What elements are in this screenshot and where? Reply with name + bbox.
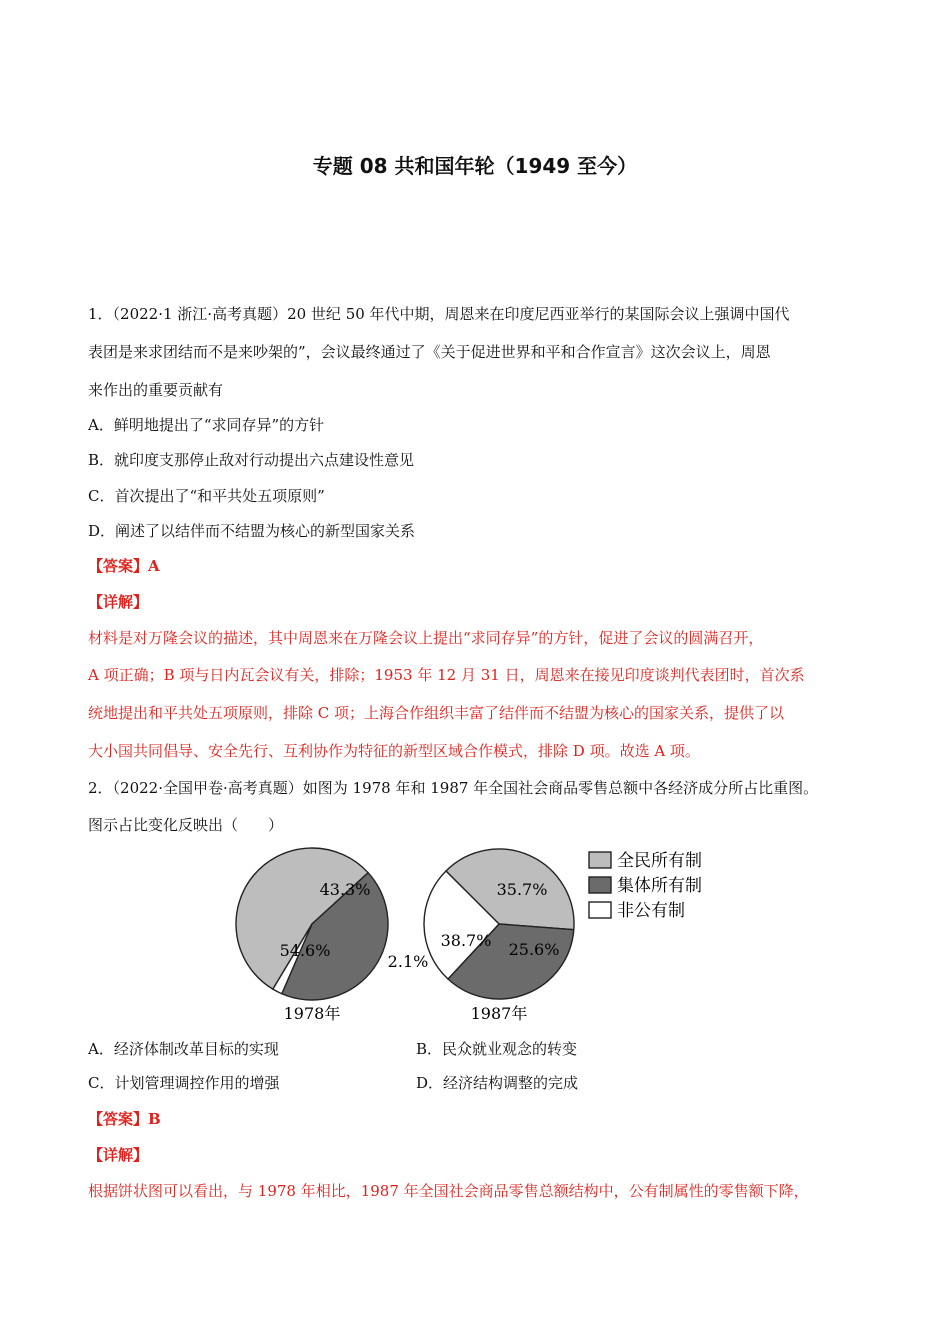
- q2-answer: 【答案】B: [88, 1110, 161, 1128]
- legend-swatch-collective: [589, 877, 611, 893]
- q1-option-d: D．阐述了以结伴而不结盟为核心的新型国家关系: [88, 522, 416, 540]
- label-1978-collective: 43.3%: [319, 880, 371, 899]
- caption-1978: 1978年: [283, 1004, 341, 1023]
- q1-option-c: C．首次提出了“和平共处五项原则”: [88, 487, 325, 505]
- q2-stem-line-1: 2．（2022·全国甲卷·高考真题）如图为 1978 年和 1987 年全国社会商品零售总额中各经济成分所占比重图。: [88, 779, 819, 797]
- q1-explain-line-2: A 项正确；B 项与日内瓦会议有关，排除；1953 年 12 月 31 日，周恩来在接见印度谈判代表团时，首次系: [88, 666, 805, 684]
- label-1978-public: 54.6%: [279, 941, 331, 960]
- q2-option-d: D．经济结构调整的完成: [416, 1074, 579, 1092]
- q2-stem-line-2: 图示占比变化反映出（ ）: [88, 816, 284, 834]
- page-title: 专题 08 共和国年轮（1949 至今）: [312, 154, 638, 178]
- q1-stem-line-2: 表团是来求团结而不是来吵架的”，会议最终通过了《关于促进世界和平和合作宣言》这次会议上，周恩: [88, 343, 771, 361]
- label-1978-private: 2.1%: [387, 952, 429, 971]
- q2-explain-line-1: 根据饼状图可以看出，与 1978 年相比，1987 年全国社会商品零售总额结构中，公有制属性的零售额下降，: [88, 1182, 809, 1200]
- q1-detail-label: 【详解】: [88, 593, 149, 611]
- q1-explain-line-4: 大小国共同倡导、安全先行、互利协作为特征的新型区域合作模式，排除 D 项。故选 A 项。: [88, 742, 700, 760]
- label-1987-public: 38.7%: [440, 931, 492, 950]
- q1-stem-line-3: 来作出的重要贡献有: [88, 381, 224, 399]
- q1-option-b: B．就印度支那停止敌对行动提出六点建设性意见: [88, 451, 415, 469]
- label-1987-collective: 35.7%: [496, 880, 548, 899]
- q2-option-c: C．计划管理调控作用的增强: [88, 1074, 280, 1092]
- legend-swatch-public: [589, 852, 611, 868]
- caption-1987: 1987年: [470, 1004, 528, 1023]
- q2-option-a: A．经济体制改革目标的实现: [88, 1040, 279, 1058]
- q2-detail-label: 【详解】: [88, 1146, 149, 1164]
- legend-swatch-private: [589, 902, 611, 918]
- q2-option-b: B．民众就业观念的转变: [416, 1040, 578, 1058]
- q1-explain-line-3: 统地提出和平共处五项原则，排除 C 项；上海合作组织丰富了结伴而不结盟为核心的国家关系，提供了以: [88, 704, 785, 722]
- pie-chart-figure: [232, 836, 722, 1026]
- legend-label-public: 全民所有制: [617, 851, 702, 871]
- pie-1978: [236, 848, 388, 1000]
- q1-option-a: A．鲜明地提出了“求同存异”的方针: [88, 416, 325, 434]
- label-1987-private: 25.6%: [508, 940, 560, 959]
- legend-label-collective: 集体所有制: [617, 876, 702, 896]
- q1-explain-line-1: 材料是对万隆会议的描述，其中周恩来在万隆会议上提出“求同存异”的方针，促进了会议的圆满召开，: [88, 629, 764, 647]
- q1-stem-line-1: 1．（2022·1 浙江·高考真题）20 世纪 50 年代中期，周恩来在印度尼西亚举行的某国际会议上强调中国代: [88, 305, 790, 323]
- legend-label-private: 非公有制: [617, 901, 685, 921]
- q1-answer: 【答案】A: [88, 557, 160, 575]
- pie-1987: [424, 849, 574, 999]
